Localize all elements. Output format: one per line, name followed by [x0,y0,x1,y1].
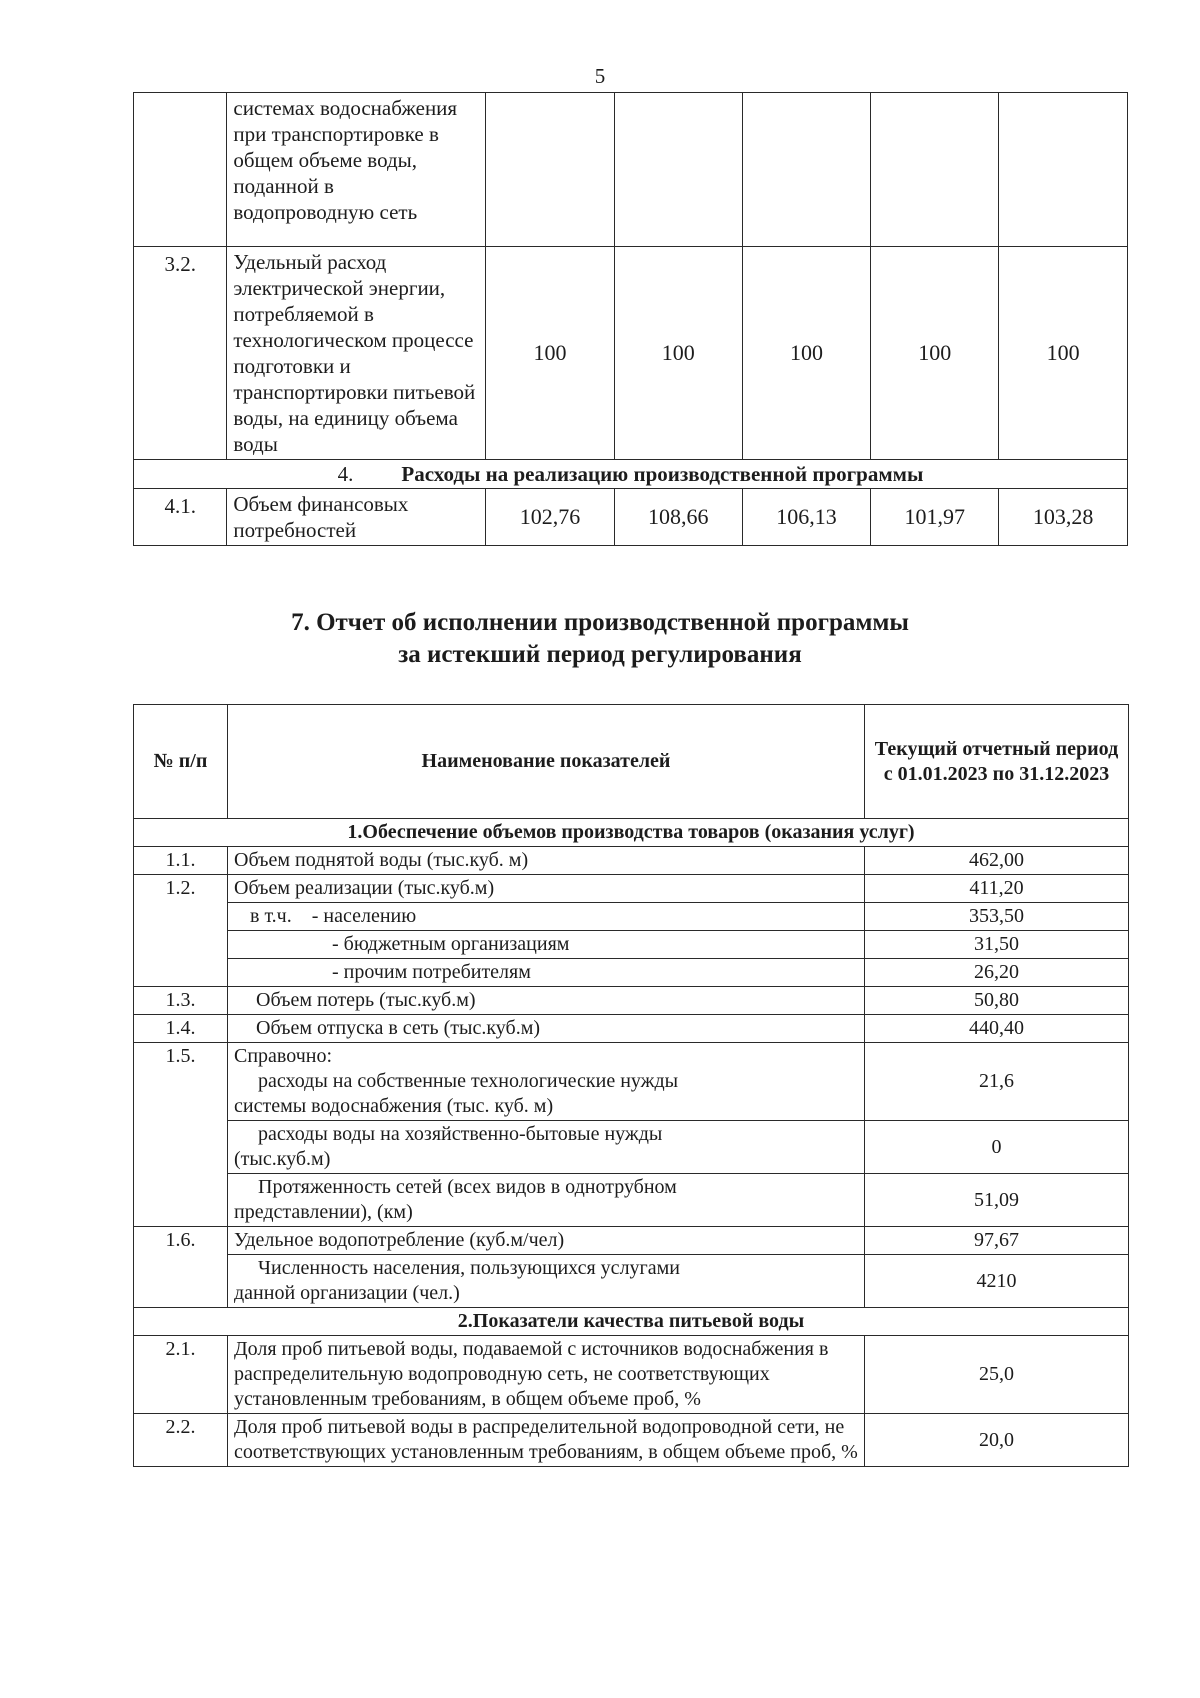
value-cell: 440,40 [865,1015,1129,1043]
header-num: № п/п [134,705,228,819]
indicator-name-line: представлении), (км) [234,1201,413,1223]
table-row [134,875,1129,903]
indicator-name-cell: Доля проб питьевой воды, подаваемой с источников водоснабжения в распределительную водопроводную сеть, не соответствующих установленным требованиям, в общем объеме проб, % [228,1336,865,1414]
row-number-cell: 1.2. [134,875,228,987]
value-cell: 411,20 [865,875,1129,903]
row-number-cell: 1.5. [134,1043,228,1227]
value-cell: 4210 [865,1255,1129,1308]
section-number: 4. [337,462,354,486]
reference-label: Справочно: [234,1045,333,1067]
table-row [134,1121,1129,1174]
table-row [134,903,1129,931]
value-cell: 101,97 [871,489,999,546]
section-header-row [134,460,1128,489]
indicator-name-cell: Объем реализации (тыс.куб.м) [228,875,865,903]
row-number-cell: 4.1. [134,489,227,546]
value-cell: 103,28 [999,489,1128,546]
heading-line-1: 7. Отчет об исполнении производственной программы [291,609,909,636]
value-cell: 100 [999,247,1128,460]
table-row [134,1227,1129,1255]
indicator-name-cell: Объем финансовых потребностей [227,489,486,546]
row-number-cell: 1.4. [134,1015,228,1043]
indicator-name-cell [228,1121,865,1174]
table-row [134,1414,1129,1467]
section-title: Расходы на реализацию производственной программы [401,462,924,486]
row-number-cell: 1.6. [134,1227,228,1308]
table-row [134,1015,1129,1043]
value-cell: 100 [871,247,999,460]
table-row [134,987,1129,1015]
indicator-name-line: Протяженность сетей (всех видов в однотрубном [258,1176,677,1198]
row-number-cell: 2.1. [134,1336,228,1414]
indicator-name-line: системы водоснабжения (тыс. куб. м) [234,1095,554,1117]
section-header-cell: 1.Обеспечение объемов производства товаров (оказания услуг) [134,819,1129,847]
table-row [134,489,1128,546]
value-cell: 100 [486,247,615,460]
value-cell: 106,13 [742,489,871,546]
section-header-cell: 2.Показатели качества питьевой воды [134,1308,1129,1336]
indicator-name-cell: Доля проб питьевой воды в распределительной водопроводной сети, не соответствующих установленным требованиям, в общем объеме проб, % [228,1414,865,1467]
value-cell: 31,50 [865,931,1129,959]
row-number-cell [134,93,227,247]
indicator-name-line: расходы на собственные технологические нужды [258,1070,679,1092]
table-row [134,1174,1129,1227]
row-number-cell: 3.2. [134,247,227,460]
table-row [134,931,1129,959]
indicator-name-cell: системах водоснабжения при транспортировке в общем объеме воды, поданной в водопроводную сеть [227,93,486,247]
indicator-name-line: расходы воды на хозяйственно-бытовые нужды [258,1123,663,1145]
value-cell: 100 [742,247,871,460]
value-cell: 51,09 [865,1174,1129,1227]
indicator-name-cell: в т.ч. - населению [228,903,865,931]
indicator-name-line: данной организации (чел.) [234,1282,460,1304]
table-row [134,959,1129,987]
row-number-cell: 1.1. [134,847,228,875]
header-name: Наименование показателей [228,705,865,819]
value-cell: 25,0 [865,1336,1129,1414]
value-cell: 353,50 [865,903,1129,931]
indicator-name-cell [228,1174,865,1227]
value-cell: 20,0 [865,1414,1129,1467]
value-cell: 26,20 [865,959,1129,987]
row-number-cell: 1.3. [134,987,228,1015]
indicators-table-continued [133,92,1128,546]
indicator-name-cell: Удельное водопотребление (куб.м/чел) [228,1227,865,1255]
table-row [134,1043,1129,1121]
indicator-name-line: Численность населения, пользующихся услугами [258,1257,680,1279]
table-row [134,847,1129,875]
indicator-name-cell: Объем поднятой воды (тыс.куб. м) [228,847,865,875]
section-header-row [134,1308,1129,1336]
indicator-name-cell: Объем потерь (тыс.куб.м) [228,987,865,1015]
indicator-name-cell: - прочим потребителям [228,959,865,987]
heading-line-2: за истекший период регулирования [398,641,802,668]
section-heading [0,607,1200,671]
page-number: 5 [594,64,606,88]
table-row [134,1255,1129,1308]
value-cell: 21,6 [865,1043,1129,1121]
table-row [134,247,1128,460]
indicator-name-cell: Объем отпуска в сеть (тыс.куб.м) [228,1015,865,1043]
table-row [134,93,1128,247]
row-number-cell: 2.2. [134,1414,228,1467]
value-cell: 108,66 [614,489,742,546]
indicator-name-cell: - бюджетным организациям [228,931,865,959]
indicator-name-cell [228,1255,865,1308]
indicator-name-cell: Удельный расход электрической энергии, потребляемой в технологическом процессе подготовки и транспортировки питьевой воды, на единицу объема воды [227,247,486,460]
report-table [133,704,1129,1467]
indicator-name-cell [228,1043,865,1121]
value-cell: 462,00 [865,847,1129,875]
section-header-cell [134,460,1128,489]
value-cell: 50,80 [865,987,1129,1015]
value-cell: 0 [865,1121,1129,1174]
table-row [134,1336,1129,1414]
section-header-row [134,819,1129,847]
header-period: Текущий отчетный период с 01.01.2023 по 31.12.2023 [865,705,1129,819]
indicator-name-line: (тыс.куб.м) [234,1148,331,1170]
value-cell: 102,76 [486,489,615,546]
header-row [134,705,1129,819]
value-cell: 97,67 [865,1227,1129,1255]
value-cell: 100 [614,247,742,460]
